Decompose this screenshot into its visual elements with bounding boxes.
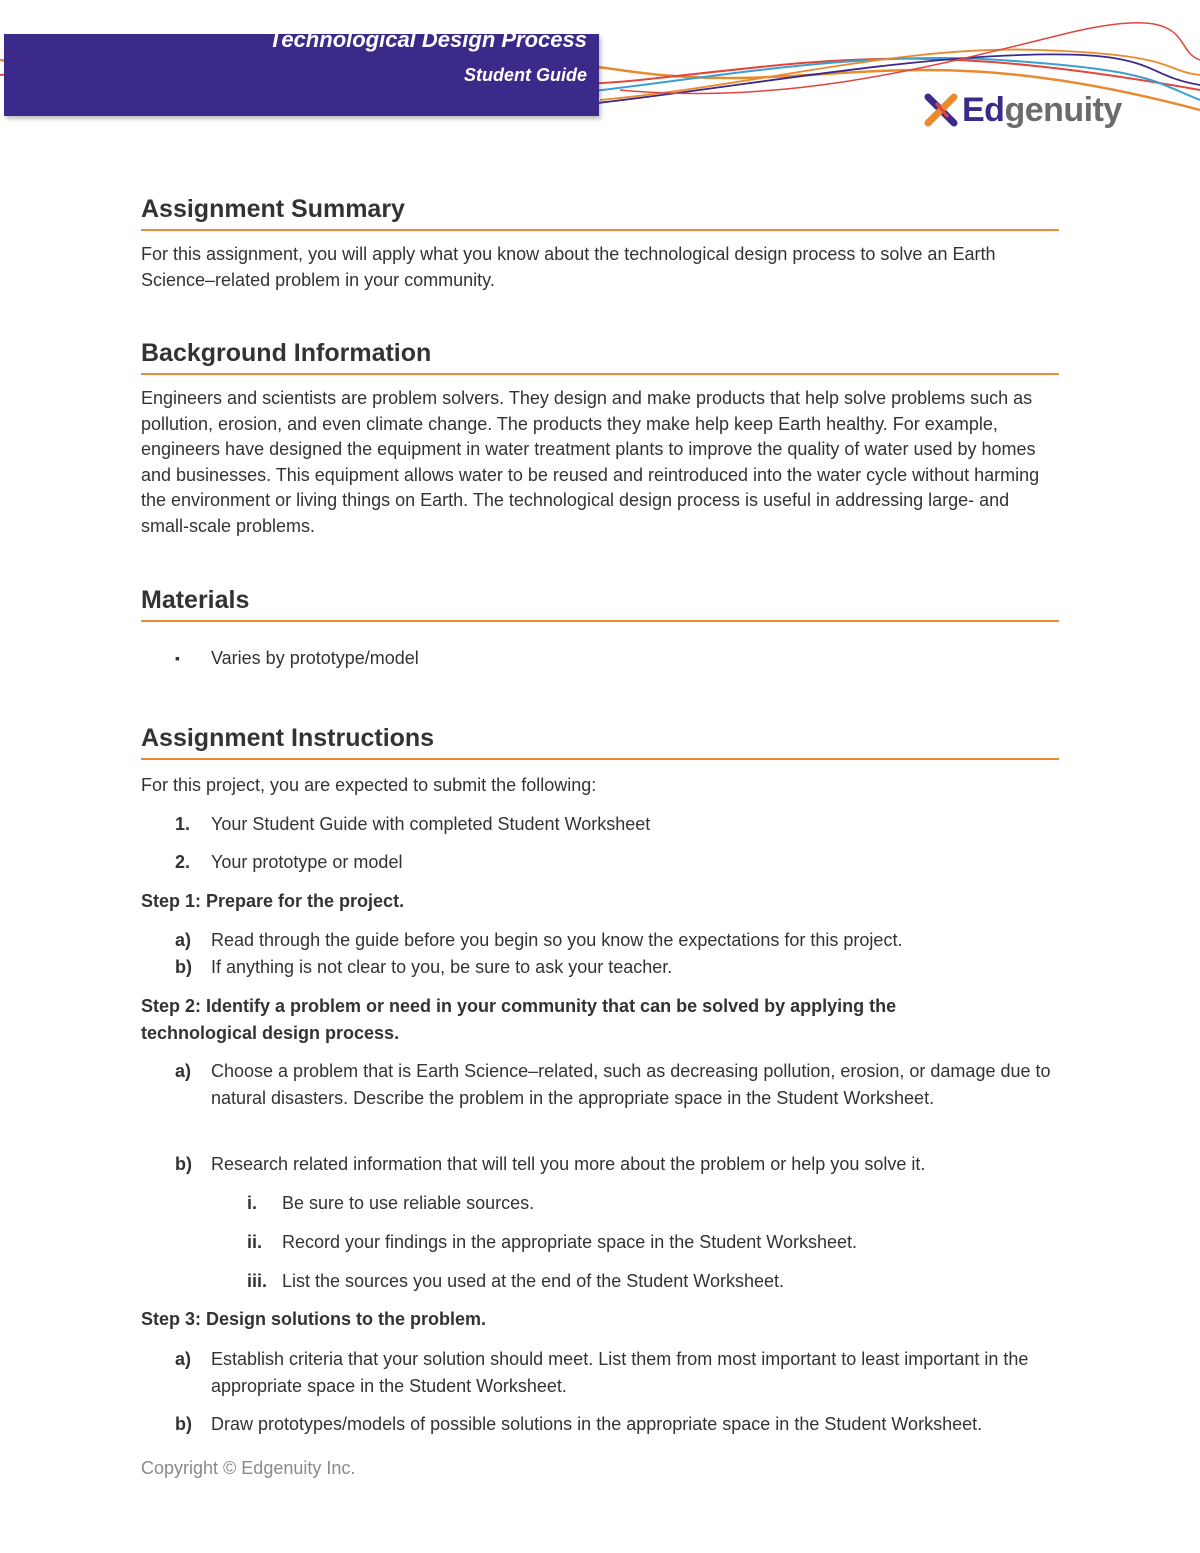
summary-section: [141, 192, 1059, 226]
instructions-section: [141, 721, 1059, 755]
section-divider: [141, 229, 1059, 231]
materials-section: [141, 583, 1059, 617]
instructions-intro: For this project, you are expected to submit the following:: [141, 775, 597, 795]
section-heading: Background Information: [141, 339, 432, 367]
logo-wordmark: [962, 90, 1122, 130]
section-divider: [141, 620, 1059, 622]
step-3-item: Draw prototypes/models of possible solutions in the appropriate space in the Student Worksheet.: [211, 1414, 983, 1434]
section-heading: Assignment Instructions: [141, 724, 435, 752]
step-1-title: Step 1: Prepare for the project.: [141, 891, 405, 911]
list-marker: 1.: [175, 814, 191, 834]
section-heading: Materials: [141, 586, 250, 614]
sub-list-marker: ii.: [247, 1232, 263, 1252]
document-type-subtitle: Student Guide: [464, 65, 587, 85]
step-2-item: Research related information that will tell you more about the problem or help you solve it.: [211, 1154, 926, 1174]
list-marker: b): [175, 1154, 192, 1174]
step-1-item: If anything is not clear to you, be sure to ask your teacher.: [211, 957, 673, 977]
step-1-item: Read through the guide before you begin so you know the expectations for this project.: [211, 930, 903, 950]
list-marker: a): [175, 930, 192, 950]
logo-wordmark-prefix: Ed: [962, 91, 1005, 129]
step-3-title: Step 3: Design solutions to the problem.: [141, 1309, 487, 1329]
step-2-sub-item: Record your findings in the appropriate space in the Student Worksheet.: [282, 1232, 858, 1252]
logo-wordmark-suffix: genuity: [1004, 91, 1122, 129]
background-text: Engineers and scientists are problem solvers. They design and make products that help solve problems such as pollution, erosion, and even climate change. The products they make help keep Earth healthy. For example, engineers have designed the equipment in water treatment plants to improve the quality of water used by homes and businesses. This equipment allows water to be reused and reintroduced into the water cycle without harming the environment or living things on Earth. The technological design process is useful in addressing large- and small-scale problems.: [141, 388, 1040, 536]
header-band: [4, 27, 599, 116]
list-marker: 2.: [175, 852, 191, 872]
sub-list-marker: iii.: [247, 1271, 268, 1291]
background-section: [141, 336, 1059, 370]
copyright-footer: Copyright © Edgenuity Inc.: [141, 1458, 356, 1478]
section-heading: Assignment Summary: [141, 195, 405, 223]
list-marker: b): [175, 1414, 192, 1434]
step-2-title-line-1: Step 2: Identify a problem or need in your community that can be solved by applying the: [141, 996, 897, 1016]
step-2-sub-item: Be sure to use reliable sources.: [282, 1193, 535, 1213]
materials-item: Varies by prototype/model: [211, 648, 419, 668]
step-2-item: Choose a problem that is Earth Science–related, such as decreasing pollution, erosion, or damage due to natural disasters. Describe the problem in the appropriate space in the Student Worksheet.: [211, 1061, 1051, 1108]
deliverable-item: Your Student Guide with completed Student Worksheet: [211, 814, 651, 834]
section-divider: [141, 373, 1059, 375]
sub-list-marker: i.: [247, 1193, 258, 1213]
step-3-item: Establish criteria that your solution should meet. List them from most important to least important in the appropriate space in the Student Worksheet.: [211, 1349, 1029, 1396]
bullet-icon: ▪: [175, 650, 180, 666]
list-marker: b): [175, 957, 192, 977]
step-2-title-line-2: technological design process.: [141, 1023, 400, 1043]
x-logo-icon: [924, 93, 958, 127]
step-2-sub-item: List the sources you used at the end of the Student Worksheet.: [282, 1271, 784, 1291]
summary-text: For this assignment, you will apply what you know about the technological design process to solve an Earth Science–related problem in your community.: [141, 244, 996, 290]
section-divider: [141, 758, 1059, 760]
list-marker: a): [175, 1061, 192, 1081]
list-marker: a): [175, 1349, 192, 1369]
edgenuity-logo: [924, 90, 1122, 130]
deliverable-item: Your prototype or model: [211, 852, 403, 872]
document-series-title: Technological Design Process: [268, 27, 587, 52]
